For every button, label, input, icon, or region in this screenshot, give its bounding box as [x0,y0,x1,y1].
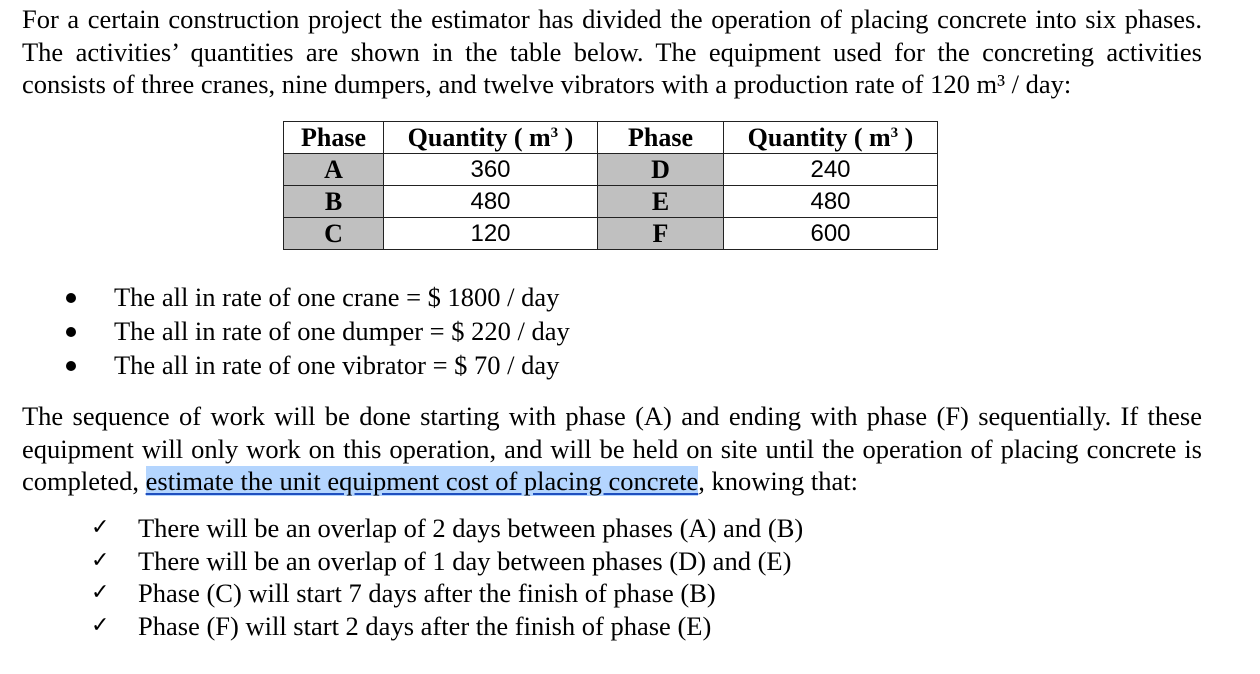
selected-text-highlight[interactable]: estimate the unit equipment cost of placing concrete [145,466,699,496]
conditions-list [0,512,803,642]
bullet-dot-icon [66,327,76,337]
condition-text: There will be an overlap of 1 day between phases (D) and (E) [138,545,792,576]
list-item [0,512,803,545]
header-phase-left: Phase [284,122,384,154]
checkmark-icon: ✓ [91,580,110,605]
list-item [0,280,570,314]
header-quantity-left: Quantity ( $m^3$ ) [384,122,598,154]
checkmark-icon: ✓ [91,515,110,540]
header-phase-right: Phase [598,122,724,154]
quantity-table [283,121,938,250]
condition-text: Phase (F) will start 2 days after the finish of phase (E) [138,610,712,641]
table-header-row [284,122,938,154]
quantity-cell: 240 [724,154,938,186]
rate-text: The all in rate of one dumper = $ 220 / day [114,316,570,346]
quantity-cell: 360 [384,154,598,186]
bullet-dot-icon [66,361,76,371]
rate-text: The all in rate of one crane = $ 1800 / day [114,282,560,312]
table-row [284,154,938,186]
condition-text: Phase (C) will start 7 days after the finish of phase (B) [138,578,716,608]
table-row [284,218,938,250]
intro-paragraph: For a certain construction project the estimator has divided the operation of placing concrete into six phases. The activities’ quantities are shown in the table below. The equipment used for the concreting activities consists of three cranes, nine dumpers, and twelve vibrators with a production rate of 120 m³ / day: [22,4,1202,99]
phase-cell: A [284,154,384,186]
sequence-text: The sequence of work will be done starting with phase (A) and ending with phase (F) sequentially. If these equipment will only work on this operation, and will be held on site until the operation of placing concrete is completed, [22,401,1202,496]
list-item [0,610,803,643]
list-item [0,314,570,348]
checkmark-icon: ✓ [91,612,110,638]
phase-cell: F [598,218,724,250]
header-quantity-right: Quantity ( $m^3$ ) [724,122,938,154]
bullet-dot-icon [66,293,76,303]
quantity-cell: 600 [724,218,938,250]
rates-list [0,280,570,382]
checkmark-icon: ✓ [91,547,110,573]
sequence-paragraph [22,400,1202,498]
table-row [284,186,938,218]
phase-cell: D [598,154,724,186]
phase-cell: E [598,186,724,218]
quantity-cell: 480 [724,186,938,218]
sequence-tail: , knowing that: [698,466,858,496]
quantity-cell: 480 [384,186,598,218]
rate-text: The all in rate of one vibrator = $ 70 / day [114,350,560,380]
list-item [0,348,570,382]
condition-text: There will be an overlap of 2 days between phases (A) and (B) [138,513,804,543]
list-item [0,577,803,610]
phase-cell: C [284,218,384,250]
quantity-cell: 120 [384,218,598,250]
list-item [0,545,803,578]
phase-cell: B [284,186,384,218]
